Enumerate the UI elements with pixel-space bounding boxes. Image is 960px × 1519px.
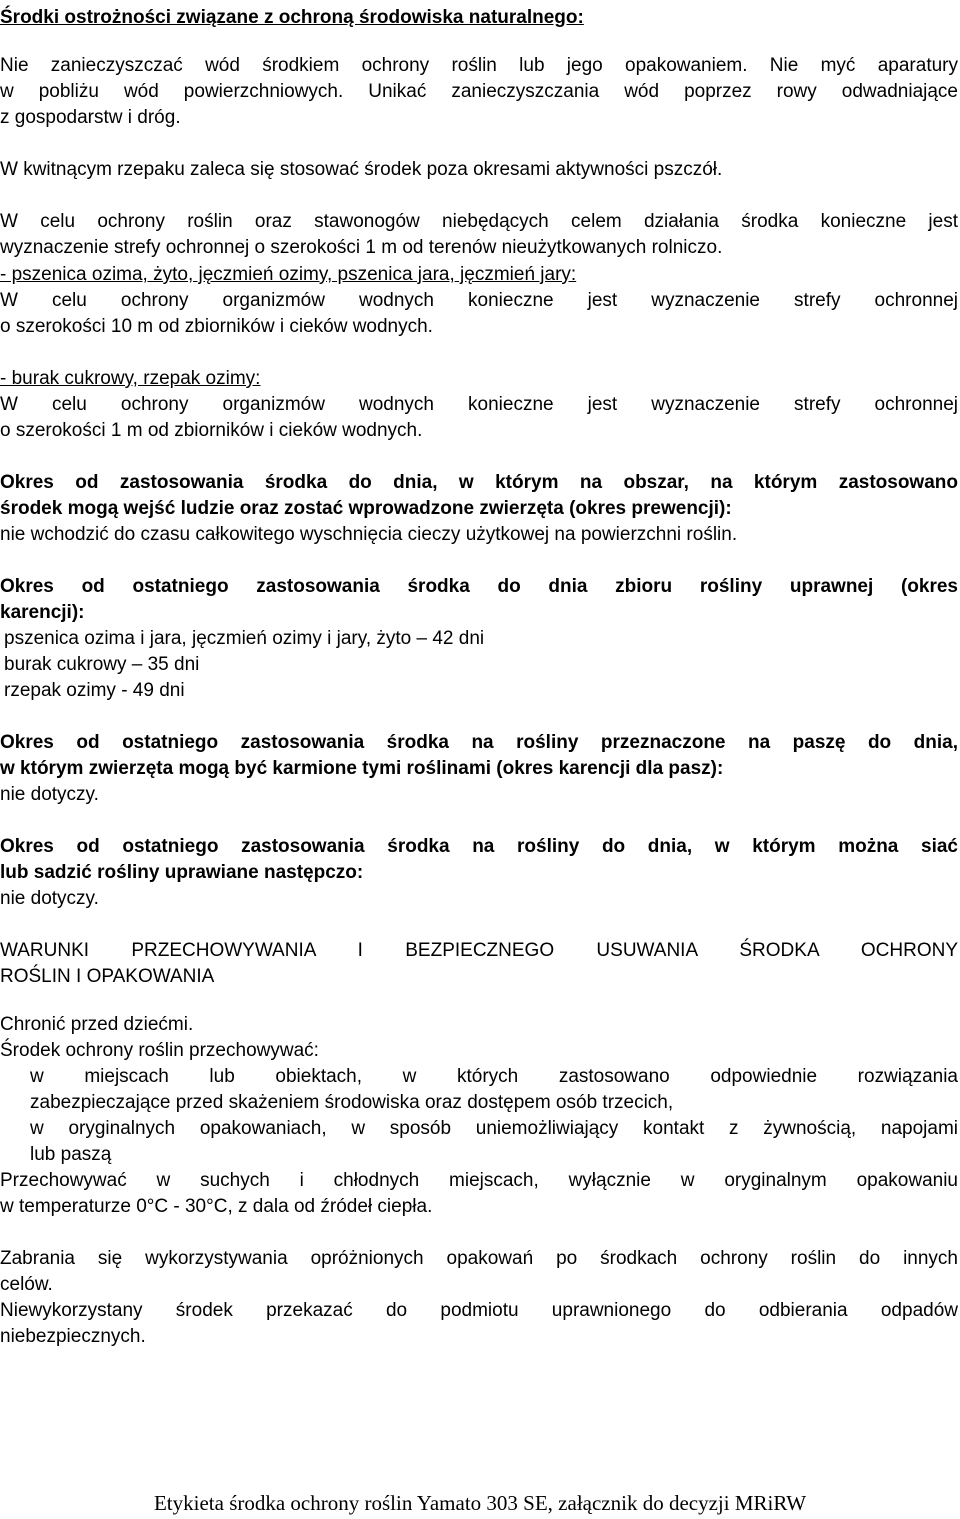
sowing-interval-section	[0, 834, 958, 912]
harvest-item: burak cukrowy – 35 dni	[4, 654, 200, 675]
storage-bullet-2-line-2: lub paszą	[30, 1144, 112, 1165]
sowing-heading-line-1: Okres od ostatniego zastosowania środka na rośliny do dnia, w którym można siać	[0, 836, 958, 857]
env-bees-paragraph: W kwitnącym rzepaku zaleca się stosować środek poza okresami aktywności pszczół.	[0, 159, 723, 180]
pasture-heading-line-1: Okres od ostatniego zastosowania środka na rośliny przeznaczone na paszę do dnia,	[0, 732, 958, 753]
env-water-paragraph	[0, 53, 958, 131]
cereal-buffer-section	[0, 262, 958, 340]
pasture-value: nie dotyczy.	[0, 784, 99, 805]
prevention-value: nie wchodzić do czasu całkowitego wyschnięcia cieczy użytkowej na powierzchni roślin.	[0, 524, 738, 545]
prevention-heading-line-1: Okres od zastosowania środka do dnia, w którym na obszar, na którym zastosowano	[0, 472, 958, 493]
storage-heading	[0, 938, 958, 990]
cereal-buffer-line-1: W celu ochrony organizmów wodnych konieczne jest wyznaczenie strefy ochronnej	[0, 290, 958, 311]
storage-bullet-1-line-1: w miejscach lub obiektach, w których zastosowano odpowiednie rozwiązania	[30, 1066, 958, 1087]
beet-rape-buffer-line-1: W celu ochrony organizmów wodnych konieczne jest wyznaczenie strefy ochronnej	[0, 394, 958, 415]
storage-heading-line-1: WARUNKI PRZECHOWYWANIA I BEZPIECZNEGO USUWANIA ŚRODKA OCHRONY	[0, 940, 958, 961]
env-water-line-2: w pobliżu wód powierzchniowych. Unikać zanieczyszczania wód poprzez rowy odwadniające	[0, 81, 958, 102]
storage-children-note: Chronić przed dziećmi.	[0, 1014, 194, 1035]
page-footer: Etykieta środka ochrony roślin Yamato 303 SE, załącznik do decyzji MRiRW	[153, 1491, 807, 1515]
beet-rape-crops-heading: - burak cukrowy, rzepak ozimy:	[0, 368, 261, 389]
storage-heading-line-2: ROŚLIN I OPAKOWANIA	[0, 966, 215, 987]
storage-bullet-1-line-2: zabezpieczające przed skażeniem środowiska oraz dostępem osób trzecich,	[30, 1092, 674, 1113]
harvest-item: pszenica ozima i jara, jęczmień ozimy i jary, żyto – 42 dni	[4, 628, 485, 649]
cereal-crops-heading: - pszenica ozima, żyto, jęczmień ozimy, pszenica jara, jęczmień jary:	[0, 264, 577, 285]
storage-intro: Środek ochrony roślin przechowywać:	[0, 1040, 319, 1061]
beet-rape-buffer-section	[0, 366, 958, 444]
sowing-value: nie dotyczy.	[0, 888, 99, 909]
pasture-interval-section	[0, 730, 958, 808]
pasture-heading-line-2: w którym zwierzęta mogą być karmione tymi roślinami (okres karencji dla pasz):	[0, 758, 724, 779]
env-water-line-3: z gospodarstw i dróg.	[0, 107, 181, 128]
harvest-heading-line-1: Okres od ostatniego zastosowania środka do dnia zbioru rośliny uprawnej (okres	[0, 576, 958, 597]
env-arthropods-paragraph	[0, 209, 958, 261]
sowing-heading-line-2: lub sadzić rośliny uprawiane następczo:	[0, 862, 364, 883]
harvest-heading-line-2: karencji):	[0, 602, 85, 623]
disposal-section	[0, 1246, 958, 1350]
waste-line-1: Niewykorzystany środek przekazać do podmiotu uprawnionego do odbierania odpadów	[0, 1300, 958, 1321]
storage-temperature-line-2: w temperaturze 0°C - 30°C, z dala od źródeł ciepła.	[0, 1196, 433, 1217]
storage-temperature-line-1: Przechowywać w suchych i chłodnych miejscach, wyłącznie w oryginalnym opakowaniu	[0, 1170, 958, 1191]
waste-line-2: niebezpiecznych.	[0, 1326, 146, 1347]
disposal-line-2: celów.	[0, 1274, 53, 1295]
prevention-period-section	[0, 470, 958, 548]
env-water-line-1: Nie zanieczyszczać wód środkiem ochrony roślin lub jego opakowaniem. Nie myć aparatury	[0, 55, 958, 76]
harvest-item: rzepak ozimy - 49 dni	[4, 680, 185, 701]
disposal-line-1: Zabrania się wykorzystywania opróżnionych opakowań po środkach ochrony roślin do innych	[0, 1248, 958, 1269]
cereal-buffer-line-2: o szerokości 10 m od zbiorników i cieków wodnych.	[0, 316, 433, 337]
beet-rape-buffer-line-2: o szerokości 1 m od zbiorników i cieków wodnych.	[0, 420, 423, 441]
env-arthropods-line-1: W celu ochrony roślin oraz stawonogów niebędących celem działania środka konieczne jest	[0, 211, 958, 232]
storage-bullet-2-line-1: w oryginalnych opakowaniach, w sposób uniemożliwiający kontakt z żywnością, napojami	[30, 1118, 958, 1139]
prevention-heading-line-2: środek mogą wejść ludzie oraz zostać wprowadzone zwierzęta (okres prewencji):	[0, 498, 732, 519]
harvest-interval-section	[0, 574, 958, 704]
env-arthropods-line-2: wyznaczenie strefy ochronnej o szerokości 1 m od terenów nieużytkowanych rolniczo.	[0, 237, 723, 258]
storage-section	[0, 1012, 958, 1220]
env-precautions-heading: Środki ostrożności związane z ochroną środowiska naturalnego:	[0, 7, 584, 28]
